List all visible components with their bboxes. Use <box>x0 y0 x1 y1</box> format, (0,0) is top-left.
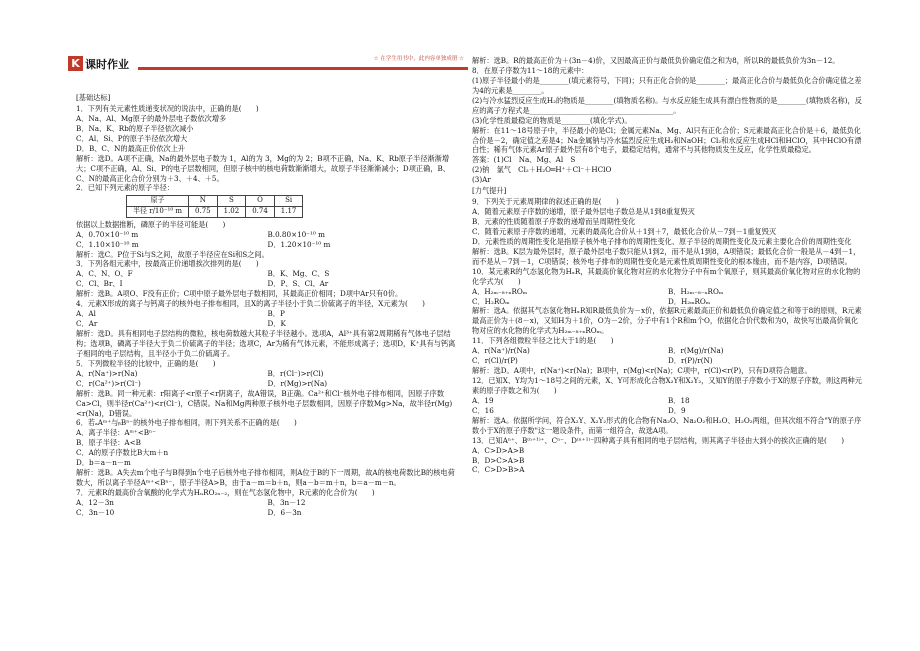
q8-answer: 解析：在11～18号原子中，半径最小的是Cl；金属元素Na、Mg、Al只有正化合价；S元素最高正化合价是＋6，最低负化合价是－2，确定值之差是4；Na金属钠与冷水猛烈反应生成H₂和NaOH；Cl₂和水反应生成HCl和HClO，其中HClO有漂白性；稀有气体元素Ar原子最外层有8个电子，最稳定结构，通常不与其他物质发生反应，化学性质最稳定。 <box>472 125 862 155</box>
q2-stem: 2．已知下列元素的原子半径： <box>76 183 175 193</box>
q13-opt-a: A．C>D>A>B <box>472 445 525 455</box>
q1-answer: 解析：选D。A项不正确，Na的最外层电子数为 1，Al的为 3，Mg的为 2；B项不正确，Na、K、Rb原子半径渐渐增大；C项不正确，Al、Si、P的电子层数相同，但原子核中的核电荷数渐渐增大，故原子半径渐渐减小；D项正确，B、C、N的最高正化合价分别为＋3、＋4、＋5。 <box>76 153 450 183</box>
q5-opt-c: C．r(Ca²⁺)>r(Cl⁻) <box>76 378 141 388</box>
q4-opt-b: B．P <box>267 309 285 319</box>
q2-question: 依据以上数据推断，磷原子的半径可能是( ) <box>76 219 226 229</box>
q13-opt-c: C．C>D>B>A <box>472 465 525 475</box>
q7-stem: 7．元素R的最高价含氧酸的化学式为HₙRO₂ₙ₋₂，则在气态氢化物中，R元素的化合价为( ) <box>76 488 375 497</box>
q6-stem: 6．若ₐAᵐ⁺与ᵦBⁿ⁻的核外电子排布相同，则下列关系不正确的是( ) <box>76 418 297 428</box>
q8-key-3: (3)Ar <box>472 175 491 185</box>
right-column <box>472 56 864 475</box>
q10-opt-c: C．H₂ROₘ <box>472 296 510 306</box>
q10-answer: 解析：选A。依据其气态氢化物HₓR知R最低负价为－x价，依据R元素最高正价和最低负价确定值之和等于8的原则，R元素最高正价为＋(8－x)，又知H为＋1价，O为－2价，分子中有1个R和m个O，依据化合价代数和为0，故快写出最高价氧化物对应的水化物的化学式为H₂ₘ₋₈₊ₓROₘ。 <box>472 306 862 336</box>
q12-opt-d: D．9 <box>668 405 686 415</box>
header-bar <box>138 67 468 70</box>
q6-opt-a: A．离子半径：Aᵐ⁺<Bⁿ⁻ <box>76 428 156 438</box>
section-basic: [基础达标] <box>76 93 111 102</box>
q1-opt-c: C．Al、Si、P的原子半径依次增大 <box>76 133 188 143</box>
q13-opt-b: B．D>C>A>B <box>472 455 525 465</box>
q2-opt-b: B.0.80×10⁻¹⁰ m <box>267 229 325 239</box>
q6-opt-c: C．A的原子序数比B大m＋n <box>76 448 169 458</box>
q12-stem: 12．已知X、Y均为1～18号之间的元素，X、Y可形成化合物X₂Y和X₂Y₂，又知Y的原子序数小于X的原子序数，则这两种元素的原子序数之和为( ) <box>472 376 862 395</box>
table-cell: 1.17 <box>274 207 303 218</box>
q10-opt-a: A．H₂ₘ₋₈₊ₓROₘ <box>472 286 528 296</box>
q2-opt-a: A．0.70×10⁻¹⁰ m <box>76 229 139 239</box>
q9-opt-a: A．随着元素原子序数的递增，原子最外层电子数总是从1到8重复毁灭 <box>472 207 695 217</box>
q12-opt-c: C．16 <box>472 405 494 415</box>
q1-stem: 1．下列有关元素性质递变状况的说法中，正确的是( ) <box>76 103 259 113</box>
q8-stem: 8．在原子序数为11～18的元素中： <box>472 65 589 75</box>
q13-stem: 13．已知Aⁿ⁺、B⁽ⁿ⁺¹⁾⁺、Cⁿ⁻、D⁽ⁿ⁺¹⁾⁻四种离子具有相同的电子层结构，则其离子半径由大到小的挨次正确的是( ) <box>472 435 845 445</box>
q3-opt-b: B．K、Mg、C、S <box>267 269 330 279</box>
q1-opt-a: A．Na、Al、Mg原子的最外层电子数依次增多 <box>76 113 227 123</box>
q7-opt-a: A．12－3n <box>76 497 114 507</box>
q4-opt-c: C．Ar <box>76 319 98 329</box>
q5-opt-b: B．r(Cl⁻)>r(Cl) <box>267 368 324 378</box>
q11-opt-d: D．r(P)/r(N) <box>668 356 713 366</box>
q4-answer: 解析：选D。具有相同电子层结构的微粒，核电荷数越大其粒子半径越小。选项A，Al³⁺具有第2周期稀有气体电子层结构；选项B，磷离子半径大于负二价硫离子的半径；选项C，Ar为稀有气体元素，不能形成离子；选项D，K⁺具有与钙离子相同的电子层结构，且半径小于负二价硫离子。 <box>76 329 456 358</box>
q9-answer: 解析：选B。K层为最外层时，原子最外层电子数只能从1到2，而不是从1到8，A项错误；最低化合价一般是从－4到－1，而不是从－7到－1，C项错误；核外电子排布的周期性变化是元素性质周期性变化的根本缘由，而不是内容，D项错误。 <box>472 246 861 266</box>
q9-opt-b: B．元素的性质随着原子序数的递增而呈周期性变化 <box>472 217 636 226</box>
q11-opt-c: C．r(Cl)/r(P) <box>472 356 518 366</box>
q8-part-1: (1)原子半径最小的是________(填元素符号，下同)；只有正化合价的是________；最高正化合价与最低负化合价确定值之差为4的元素是________。 <box>472 75 862 95</box>
header-logo: K <box>68 56 83 71</box>
q5-opt-a: A．r(Na⁺)>r(Na) <box>76 368 138 378</box>
q7-opt-c: C．3n－10 <box>76 507 115 517</box>
q3-opt-d: D．P、S、Cl、Ar <box>267 279 329 289</box>
table-header-cell: S <box>217 196 246 207</box>
q5-answer: 解析：选B。同一种元素：r阳离子<r原子<r阴离子，故A错误，B正确。Ca²⁺和Cl⁻核外电子排布相同，因原子序数Ca>Cl，则半径r(Ca²⁺)<r(Cl⁻)，C错误。Na和Mg两种原子核外电子层数相同，因原子序数Mg>Na，故半径r(Mg)<r(Na)，D错误。 <box>76 388 453 418</box>
q11-stem: 11．下列各组微粒半径之比大于1的是( ) <box>472 336 614 346</box>
q12-opt-a: A．19 <box>472 395 494 405</box>
table-cell: 0.75 <box>189 207 218 218</box>
q3-opt-a: A．C、N、O、F <box>76 269 133 279</box>
table-row-label: 半径 r/10⁻¹⁰ m <box>127 207 189 218</box>
table-cell: 1.02 <box>217 207 246 218</box>
q10-opt-b: B．H₂ₘ₋₈₋ₓROₘ <box>668 286 724 296</box>
q9-opt-c: C．随着元素原子序数的递增，元素的最高化合价从＋1到＋7，最低化合价从－7到－1重复毁灭 <box>472 226 777 236</box>
q8-part-3: (3)化学性质最稳定的物质是________(填化学式)。 <box>472 115 632 125</box>
table-header-cell: O <box>246 196 275 207</box>
q6-answer: 解析：选B。A失去m个电子与B得到n个电子后核外电子排布相同，则A位于B的下一周期，故A的核电荷数比B的核电荷数大，所以离子半径Aᵐ⁺<Bⁿ⁻，原子半径A>B，由于a－m＝b＋n，则a－b＝m＋n，b＝a－m－n。 <box>76 468 455 488</box>
q4-opt-a: A．Al <box>76 309 96 319</box>
q12-opt-b: B．18 <box>668 395 690 405</box>
q11-answer: 解析：选D。A项中，r(Na⁺)<r(Na)；B项中，r(Mg)<r(Na)；C项中，r(Cl)<r(P)，只有D项符合题意。 <box>472 366 812 376</box>
q2-opt-c: C．1.10×10⁻¹⁰ m <box>76 239 139 249</box>
q3-stem: 3．下列各组元素中，按最高正价递增挨次排列的是( ) <box>76 259 259 269</box>
q2-opt-d: D．1.20×10⁻¹⁰ m <box>267 239 331 249</box>
q7-opt-d: D．6－3n <box>267 507 302 517</box>
radius-table <box>126 195 303 217</box>
q4-opt-d: D．K <box>267 319 286 329</box>
q5-opt-d: D．r(Mg)>r(Na) <box>267 378 328 388</box>
q10-opt-d: D．H₂ₘROₘ <box>668 296 711 306</box>
q7-answer: 解析：选B。R的最高正价为＋(3n－4)价，又因最高正价与最低负价确定值之和为8，所以R的最低负价为3n－12。 <box>472 56 840 65</box>
section-advanced: [力气提升] <box>472 186 507 196</box>
q6-opt-b: B．原子半径：A<B <box>76 438 141 448</box>
q9-stem: 9．下列关于元素周期律的叙述正确的是( ) <box>472 197 619 207</box>
q8-key-1: 答案：(1)Cl Na、Mg、Al S <box>472 155 576 165</box>
header-motto: ☆ 在学生用书中，此内容单独成册 ☆ <box>373 56 464 62</box>
q9-opt-d: D．元素性质的周期性变化是指原子核外电子排布的周期性变化、原子半径的周期性变化及元素主要化合价的周期性变化 <box>472 236 852 246</box>
q3-answer: 解析：选B。A项O、F没有正价；C项中原子最外层电子数相同，其最高正价相同；D项中Ar只有0价。 <box>76 289 403 299</box>
table-header-cell: Si <box>274 196 303 207</box>
table-header-cell: 原子 <box>127 196 189 207</box>
q11-opt-b: B．r(Mg)/r(Na) <box>668 346 724 356</box>
q1-opt-b: B．Na、K、Rb的原子半径依次减小 <box>76 123 194 133</box>
q12-answer: 解析：选A。依据所学问，符合X₂Y、X₂Y₂形式的化合物有Na₂O、Na₂O₂和H₂O、H₂O₂两组，但其次组不符合"Y的原子序数小于X的原子序数"这一题设条件，而第一组符合，故选A项。 <box>472 415 862 435</box>
q11-opt-a: A．r(Na⁺)/r(Na) <box>472 346 530 356</box>
q1-opt-d: D．B、C、N的最高正价依次上升 <box>76 143 186 153</box>
q5-stem: 5．下列微粒半径的比较中，正确的是( ) <box>76 358 216 368</box>
table-cell: 0.74 <box>246 207 275 218</box>
q3-opt-c: C．Cl、Br、I <box>76 279 123 289</box>
q8-part-2: (2)与冷水猛烈反应生成H₂的物质是________(填物质名称)。与水反应能生成具有漂白性物质的是________(填物质名称)，反应的离子方程式是________________________________________。 <box>472 95 862 115</box>
q10-stem: 10．某元素R的气态氢化物为HₓR，其最高价氧化物对应的水化物分子中有m个氧原子，则其最高价氧化物对应的水化物的化学式为( ) <box>472 266 861 286</box>
header-title: 课时作业 <box>85 58 129 71</box>
q4-stem: 4．元素X形成的离子与钙离子的核外电子排布相同，且X的离子半径小于负二价硫离子的半径，X元素为( ) <box>76 299 425 309</box>
q6-opt-d: D．b＝a－n－m <box>76 458 131 468</box>
q8-key-2: (2)钠 氯气 Cl₂＋H₂O═H⁺＋Cl⁻＋HClO <box>472 165 612 175</box>
q7-opt-b: B．3n－12 <box>267 497 306 507</box>
q2-answer: 解析：选C。P位于Si与S之间，故原子半径应在Si和S之间。 <box>76 249 269 259</box>
table-header-cell: N <box>189 196 218 207</box>
page-header <box>68 56 468 72</box>
